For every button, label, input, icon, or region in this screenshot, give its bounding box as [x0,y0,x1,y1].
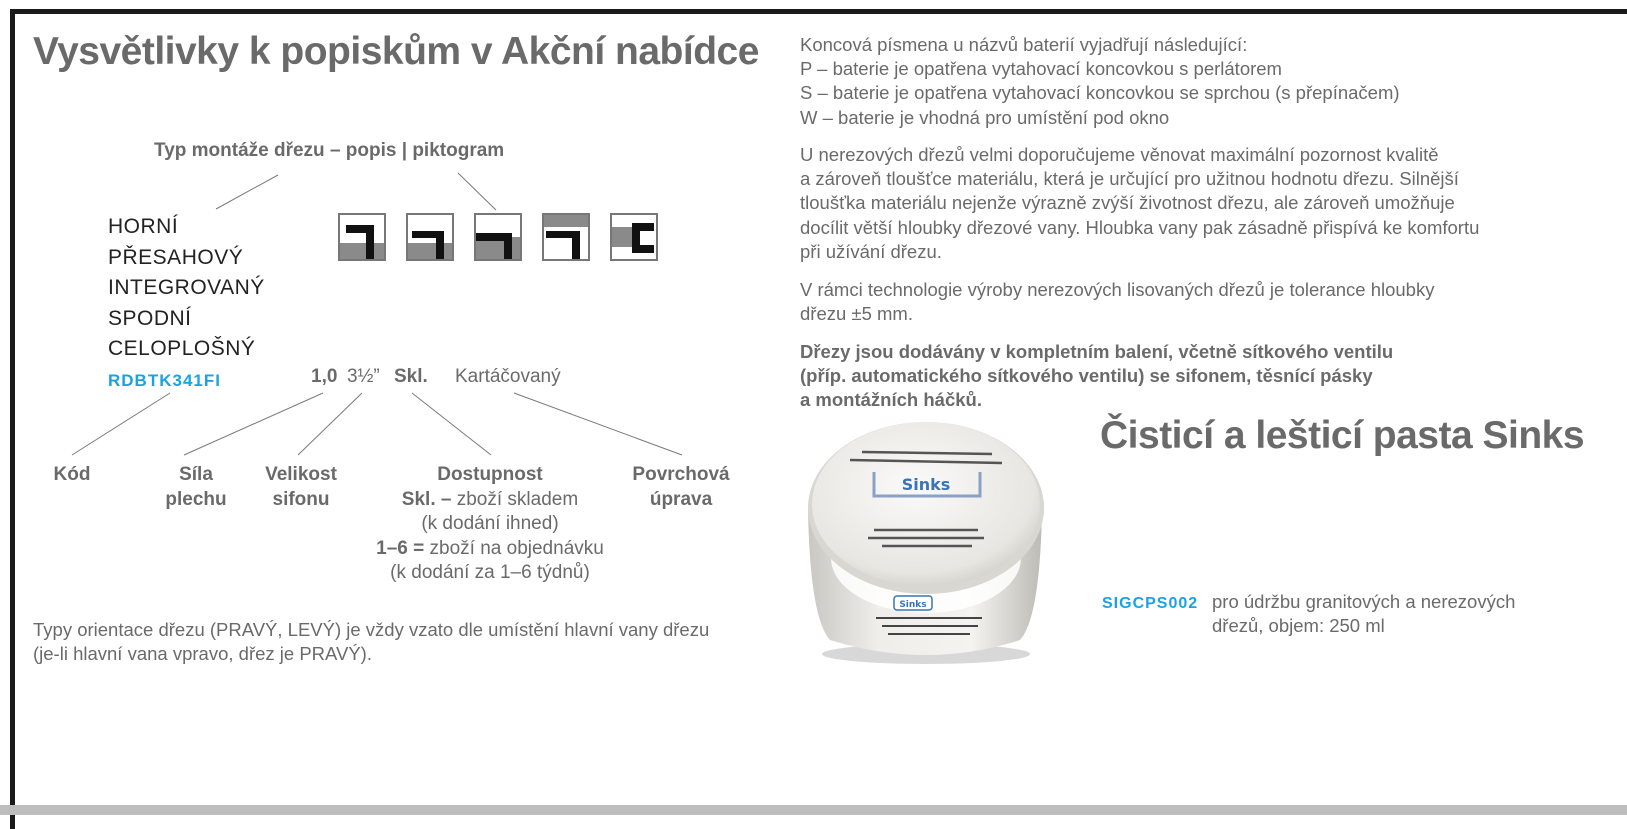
package-paragraph [800,340,1393,413]
dostupnost-skl-sub: (k dodání ihned) [421,513,559,534]
product-description [1212,590,1515,638]
annotation-velikost-sifonu [256,463,346,512]
annotation-dostupnost [360,463,620,586]
annotation-kod: Kód [53,464,91,485]
example-code: RDBTK341FI [108,371,221,390]
dostupnost-skl-key: Skl. – [401,488,452,510]
annotation-povrch-line1: Povrchová [632,464,730,485]
annotation-sila-plechu [152,463,240,512]
stainless-line-2: a zároveň tloušťce materiálu, která je určující pro užitnou hodnotu dřezu. Silnější [800,168,1459,190]
mount-type-spodni: SPODNÍ [108,306,192,330]
tolerance-paragraph [800,278,1434,326]
mount-horni-icon [338,213,386,261]
mount-integrovany-icon [474,213,522,261]
mount-spodni-icon [542,213,590,261]
mount-type-integrovany: INTEGROVANÝ [108,276,265,299]
stainless-line-1: U nerezových dřezů velmi doporučujeme věnovat maximální pozornost kvalitě [800,144,1439,165]
mount-type-horni: HORNÍ [108,215,179,238]
orientation-note-line2: (je-li hlavní vana vpravo, dřez je PRAVÝ). [33,643,372,665]
package-line-2: (příp. automatického sítkového ventilu) se sifonem, těsnící pásky [800,365,1373,387]
stainless-line-4: docílit větší hloubky dřezové vany. Hloubka vany pak zásadně přispívá ke komfortu [800,216,1480,238]
dostupnost-title: Dostupnost [437,464,543,485]
dostupnost-order-key: 1–6 = [376,537,425,559]
tolerance-line-1: V rámci technologie výroby nerezových lisovaných dřezů je tolerance hloubky [800,279,1435,300]
annotation-povrch-line2: úprava [649,488,713,510]
annotation-povrchova-uprava [626,463,736,512]
jar-lid-brand: Sinks [901,475,951,494]
battery-line-s: S – baterie je opatřena vytahovací koncovkou se sprchou (s přepínačem) [800,82,1400,104]
example-thickness: 1,0 [311,366,338,387]
example-siphon: 3½” [347,366,380,387]
example-finish: Kartáčovaný [455,366,561,387]
stainless-paragraph [800,143,1479,264]
annotation-velikost-line1: Velikost [265,464,337,485]
mount-type-presahovy: PŘESAHOVÝ [108,245,244,269]
page-title: Vysvětlivky k popiskům v Akční nabídce [33,30,759,73]
mount-type-heading: Typ montáže dřezu – popis | piktogram [154,140,505,161]
dostupnost-order-text: zboží na objednávku [424,537,604,559]
jar-body-label-icon: Sinks [899,600,927,610]
mount-type-list [108,212,265,365]
package-line-3: a montážních háčků. [800,389,982,411]
stainless-line-5: při užívání dřezu. [800,240,942,262]
example-availability: Skl. [394,366,428,387]
battery-line-w: W – baterie je vhodná pro umístění pod okno [800,106,1170,128]
annotation-sila-line1: Síla [179,464,213,485]
annotation-sila-line2: plechu [165,488,227,510]
dostupnost-skl-text: zboží skladem [451,488,579,510]
package-line-1: Dřezy jsou dodávány v kompletním balení, včetně sítkového ventilu [800,341,1394,362]
tolerance-line-2: dřezu ±5 mm. [800,303,913,325]
product-description-line1: pro údržbu granitových a nerezových [1212,591,1516,612]
stainless-line-3: tloušťka materiálu nejenže výrazně zvýší životnost dřezu, ale zároveň umožňuje [800,192,1455,214]
product-code: SIGCPS002 [1102,595,1199,612]
annotation-velikost-line2: sifonu [272,488,330,510]
mount-type-celoplosny: CELOPLOŠNÝ [108,337,256,360]
product-title: Čisticí a lešticí pasta Sinks [1100,414,1585,457]
mount-presahovy-icon [406,213,454,261]
orientation-note-line1: Typy orientace dřezu (PRAVÝ, LEVÝ) je vždy vzato dle umístění hlavní vany dřezu [33,619,710,640]
battery-suffix-paragraph [800,33,1400,130]
product-jar-image [802,418,1046,666]
mount-celoplosny-icon [610,213,658,261]
battery-line-intro: Koncová písmena u názvů baterií vyjadřují následující: [800,34,1248,55]
battery-line-p: P – baterie je opatřena vytahovací koncovkou s perlátorem [800,58,1282,80]
product-description-line2: dřezů, objem: 250 ml [1212,615,1385,637]
orientation-note [33,618,709,666]
dostupnost-order-sub: (k dodání za 1–6 týdnů) [390,562,590,583]
